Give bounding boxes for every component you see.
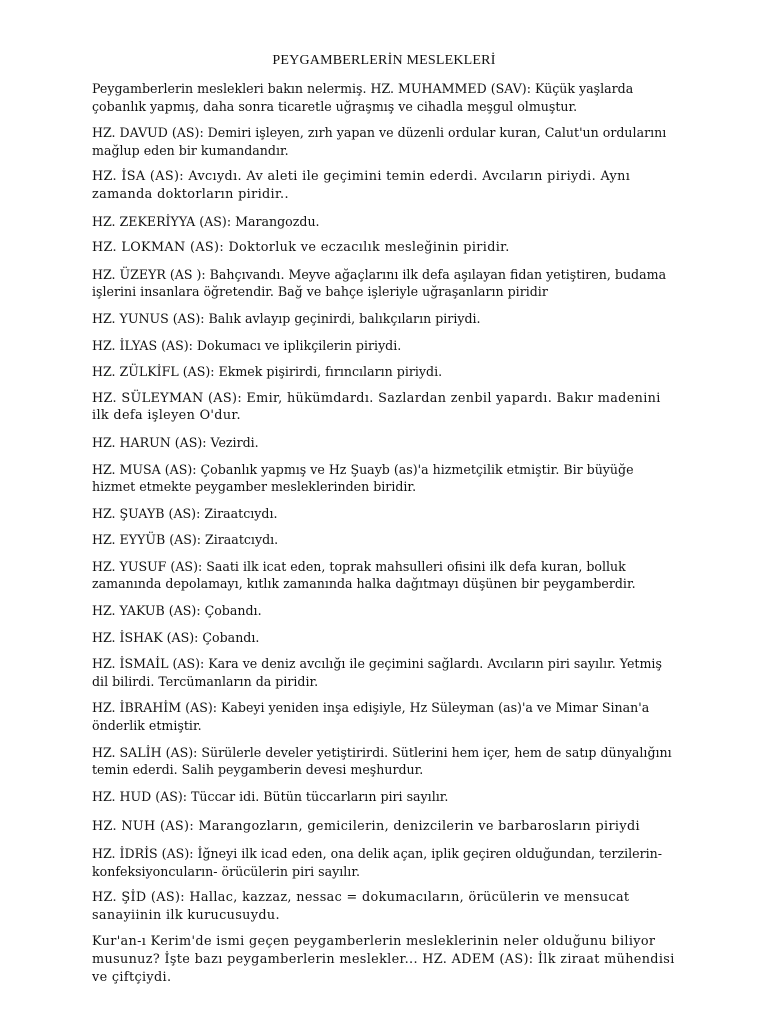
- paragraph-isa: HZ. İSA (AS): Avcıydı. Av aleti ile geçimini temin ederdi. Avcıların piriydi. Aynı zamanda doktorların piridir..: [92, 169, 631, 202]
- paragraph-yunus: HZ. YUNUS (AS): Balık avlayıp geçinirdi, balıkçıların piriydi.: [92, 310, 481, 326]
- paragraph-suayb: HZ. ŞUAYB (AS): Ziraatcıydı.: [92, 505, 278, 521]
- paragraph-ilyas: HZ. İLYAS (AS): Dokumacı ve iplikçilerin piriydi.: [92, 337, 402, 353]
- paragraph-uzeyr: HZ. ÜZEYR (AS ): Bahçıvandı. Meyve ağaçlarını ilk defa aşılayan fidan yetiştiren, budama işlerini insanlara öğretendir. Bağ ve bahçe işleriyle uğraşanların piridir: [92, 266, 667, 300]
- paragraph-idris: HZ. İDRİS (AS): İğneyi ilk icad eden, ona delik açan, iplik geçiren olduğundan, terzilerin-konfeksiyoncuların- örücülerin piri sayılır.: [92, 846, 663, 879]
- paragraph-davud: HZ. DAVUD (AS): Demiri işleyen, zırh yapan ve düzenli ordular kuran, Calut'un ordularını mağlup eden bir kumandandır.: [92, 125, 667, 158]
- paragraph-harun: HZ. HARUN (AS): Vezirdi.: [92, 434, 259, 450]
- paragraph-ismail: HZ. İSMAİL (AS): Kara ve deniz avcılığı ile geçimini sağlardı. Avcıların piri sayılır. Yetmiş dil bilirdi. Tercümanların da piridir.: [92, 656, 662, 689]
- paragraph-zulkifl: HZ. ZÜLKİFL (AS): Ekmek pişirirdi, fırıncıların piriydi.: [92, 364, 443, 380]
- paragraph-eyyub: HZ. EYYÜB (AS): Ziraatcıydı.: [92, 532, 279, 548]
- paragraph-ishak: HZ. İSHAK (AS): Çobandı.: [92, 629, 260, 645]
- paragraph-hud: HZ. HUD (AS): Tüccar idi. Bütün tüccarların piri sayılır.: [92, 788, 449, 804]
- paragraph-zekeriyya: HZ. ZEKERİYYA (AS): Marangozdu.: [92, 213, 320, 229]
- paragraph-yusuf: HZ. YUSUF (AS): Saati ilk icat eden, toprak mahsulleri ofisini ilk defa kuran, bolluk zamanında depolamayı, kıtlık zamanında halka dağıtmayı düşünen bir peygamberdir.: [92, 558, 636, 592]
- paragraph-adem: Kur'an-ı Kerim'de ismi geçen peygamberlerin mesleklerinin neler olduğunu biliyor musunuz? İşte bazı peygamberlerin meslekler... HZ. ADEM (AS): İlk ziraat mühendisi ve çiftçiydi.: [92, 934, 675, 985]
- paragraph-lokman: HZ. LOKMAN (AS): Doktorluk ve eczacılık mesleğinin piridir.: [92, 240, 510, 256]
- paragraph-nuh: HZ. NUH (AS): Marangozların, gemicilerin, denizcilerin ve barbarosların piriydi: [92, 819, 640, 835]
- paragraph-suleyman: HZ. SÜLEYMAN (AS): Emir, hükümdardı. Sazlardan zenbil yapardı. Bakır madenini ilk defa işleyen O'dur.: [92, 390, 661, 424]
- paragraph-yakub: HZ. YAKUB (AS): Çobandı.: [92, 603, 262, 619]
- paragraph-muhammed: Peygamberlerin meslekleri bakın nelermiş. HZ. MUHAMMED (SAV): Küçük yaşlarda çobanlık yapmış, daha sonra ticaretle uğraşmış ve cihadla meşgul olmuştur.: [92, 81, 634, 114]
- document-page: [92, 52, 676, 995]
- paragraph-musa: HZ. MUSA (AS): Çobanlık yapmış ve Hz Şuayb (as)'a hizmetçilik etmiştir. Bir büyüğe hizmet etmekte peygamber mesleklerinden biridir.: [92, 461, 634, 495]
- paragraph-sid: HZ. ŞİD (AS): Hallac, kazzaz, nessac = dokumacıların, örücülerin ve mensucat sanayiinin ilk kurucusuydu.: [92, 890, 630, 923]
- document-title: PEYGAMBERLERİN MESLEKLERİ: [272, 53, 496, 68]
- paragraph-ibrahim: HZ. İBRAHİM (AS): Kabeyi yeniden inşa edişiyle, Hz Süleyman (as)'a ve Mimar Sinan'a önderlik etmiştir.: [92, 700, 650, 734]
- paragraph-salih: HZ. SALİH (AS): Sürülerle develer yetiştirirdi. Sütlerini hem içer, hem de satıp dünyalığını temin ederdi. Salih peygamberin devesi meşhurdur.: [92, 744, 672, 778]
